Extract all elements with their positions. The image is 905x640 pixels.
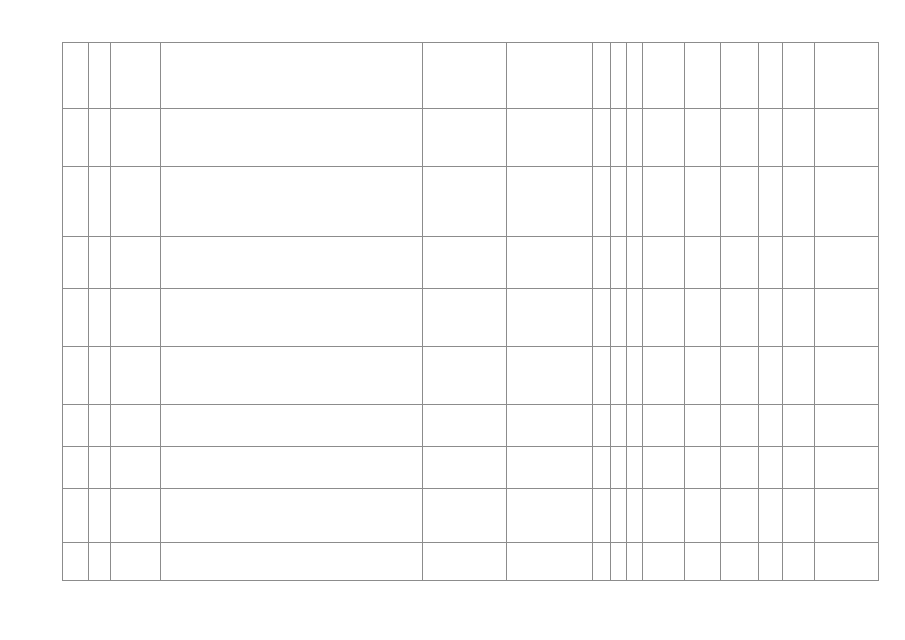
row-basis-cell	[721, 289, 759, 347]
row-date-cell	[783, 447, 815, 489]
row-details-b-cell	[507, 543, 593, 581]
row-subnumber-cell	[89, 109, 111, 167]
row-value-3-cell	[627, 347, 643, 405]
row-subnumber-cell	[89, 289, 111, 347]
row-details-b-cell	[507, 109, 593, 167]
row-name-cell	[111, 167, 161, 237]
row-count-cell	[759, 405, 783, 447]
row-number-cell	[63, 237, 89, 289]
row-organization-cell	[815, 405, 879, 447]
row-basis-cell	[721, 43, 759, 109]
row-type-cell	[685, 489, 721, 543]
row-date-cell	[783, 289, 815, 347]
row-details-b-cell	[507, 167, 593, 237]
row-description-cell	[161, 347, 423, 405]
row-number-cell	[63, 489, 89, 543]
row-basis-cell	[721, 489, 759, 543]
row-organization-cell	[815, 347, 879, 405]
row-name-cell	[111, 43, 161, 109]
row-date-cell	[783, 347, 815, 405]
row-organization-cell	[815, 447, 879, 489]
row-details-a-cell	[423, 237, 507, 289]
row-value-1-cell	[593, 109, 611, 167]
row-type-cell	[685, 109, 721, 167]
row-value-1-cell	[593, 447, 611, 489]
row-value-2-cell	[611, 447, 627, 489]
row-organization-cell	[815, 109, 879, 167]
row-number-cell	[63, 167, 89, 237]
row-type-cell	[685, 167, 721, 237]
row-description-cell	[161, 489, 423, 543]
row-value-1-cell	[593, 489, 611, 543]
row-description-cell	[161, 447, 423, 489]
row-count-cell	[759, 289, 783, 347]
row-organization-cell	[815, 543, 879, 581]
row-count-cell	[759, 167, 783, 237]
row-value-1-cell	[593, 289, 611, 347]
row-value-1-cell	[593, 167, 611, 237]
row-value-2-cell	[611, 43, 627, 109]
row-value-2-cell	[611, 109, 627, 167]
row-type-cell	[685, 43, 721, 109]
row-status-cell	[643, 347, 685, 405]
row-date-cell	[783, 43, 815, 109]
row-description-cell	[161, 167, 423, 237]
row-name-cell	[111, 109, 161, 167]
row-type-cell	[685, 543, 721, 581]
row-subnumber-cell	[89, 489, 111, 543]
row-details-a-cell	[423, 109, 507, 167]
row-description-cell	[161, 43, 423, 109]
row-count-cell	[759, 447, 783, 489]
row-status-cell	[643, 167, 685, 237]
row-name-cell	[111, 237, 161, 289]
row-value-2-cell	[611, 405, 627, 447]
row-description-cell	[161, 289, 423, 347]
row-subnumber-cell	[89, 43, 111, 109]
records-table	[62, 42, 879, 581]
row-number-cell	[63, 405, 89, 447]
row-details-b-cell	[507, 347, 593, 405]
row-status-cell	[643, 109, 685, 167]
row-count-cell	[759, 489, 783, 543]
row-value-1-cell	[593, 237, 611, 289]
table-row	[63, 237, 879, 289]
row-organization-cell	[815, 167, 879, 237]
row-details-a-cell	[423, 43, 507, 109]
row-description-cell	[161, 405, 423, 447]
row-number-cell	[63, 447, 89, 489]
row-value-1-cell	[593, 543, 611, 581]
row-number-cell	[63, 347, 89, 405]
table-row	[63, 405, 879, 447]
row-subnumber-cell	[89, 543, 111, 581]
row-name-cell	[111, 543, 161, 581]
row-basis-cell	[721, 167, 759, 237]
table-row	[63, 167, 879, 237]
row-value-1-cell	[593, 43, 611, 109]
row-type-cell	[685, 347, 721, 405]
row-details-b-cell	[507, 289, 593, 347]
row-value-3-cell	[627, 447, 643, 489]
table-row	[63, 43, 879, 109]
row-subnumber-cell	[89, 167, 111, 237]
row-status-cell	[643, 489, 685, 543]
row-details-b-cell	[507, 489, 593, 543]
row-status-cell	[643, 237, 685, 289]
row-count-cell	[759, 237, 783, 289]
row-details-a-cell	[423, 347, 507, 405]
row-value-2-cell	[611, 489, 627, 543]
row-details-a-cell	[423, 543, 507, 581]
row-value-2-cell	[611, 167, 627, 237]
row-value-3-cell	[627, 43, 643, 109]
row-value-3-cell	[627, 237, 643, 289]
row-name-cell	[111, 405, 161, 447]
row-name-cell	[111, 289, 161, 347]
row-organization-cell	[815, 237, 879, 289]
row-status-cell	[643, 543, 685, 581]
table-row	[63, 447, 879, 489]
row-count-cell	[759, 543, 783, 581]
table-row	[63, 543, 879, 581]
row-organization-cell	[815, 289, 879, 347]
row-details-b-cell	[507, 447, 593, 489]
row-number-cell	[63, 43, 89, 109]
row-value-2-cell	[611, 543, 627, 581]
row-number-cell	[63, 543, 89, 581]
row-value-1-cell	[593, 405, 611, 447]
table-row	[63, 489, 879, 543]
row-value-3-cell	[627, 109, 643, 167]
row-organization-cell	[815, 489, 879, 543]
row-count-cell	[759, 109, 783, 167]
row-value-2-cell	[611, 289, 627, 347]
row-basis-cell	[721, 405, 759, 447]
row-type-cell	[685, 289, 721, 347]
row-date-cell	[783, 167, 815, 237]
row-value-3-cell	[627, 543, 643, 581]
row-details-b-cell	[507, 237, 593, 289]
row-type-cell	[685, 405, 721, 447]
row-value-1-cell	[593, 347, 611, 405]
row-subnumber-cell	[89, 347, 111, 405]
table-row	[63, 289, 879, 347]
row-details-a-cell	[423, 447, 507, 489]
row-status-cell	[643, 43, 685, 109]
row-subnumber-cell	[89, 405, 111, 447]
row-description-cell	[161, 109, 423, 167]
row-number-cell	[63, 109, 89, 167]
row-details-a-cell	[423, 167, 507, 237]
row-details-a-cell	[423, 405, 507, 447]
table-row	[63, 347, 879, 405]
row-value-2-cell	[611, 237, 627, 289]
row-basis-cell	[721, 543, 759, 581]
row-name-cell	[111, 447, 161, 489]
row-type-cell	[685, 447, 721, 489]
row-status-cell	[643, 405, 685, 447]
row-count-cell	[759, 347, 783, 405]
row-type-cell	[685, 237, 721, 289]
row-basis-cell	[721, 447, 759, 489]
row-details-a-cell	[423, 489, 507, 543]
row-status-cell	[643, 447, 685, 489]
row-date-cell	[783, 405, 815, 447]
row-date-cell	[783, 109, 815, 167]
row-status-cell	[643, 289, 685, 347]
row-description-cell	[161, 543, 423, 581]
row-basis-cell	[721, 237, 759, 289]
row-subnumber-cell	[89, 447, 111, 489]
row-details-b-cell	[507, 43, 593, 109]
row-subnumber-cell	[89, 237, 111, 289]
row-number-cell	[63, 289, 89, 347]
row-date-cell	[783, 543, 815, 581]
row-details-b-cell	[507, 405, 593, 447]
row-basis-cell	[721, 109, 759, 167]
row-details-a-cell	[423, 289, 507, 347]
row-count-cell	[759, 43, 783, 109]
row-name-cell	[111, 489, 161, 543]
row-name-cell	[111, 347, 161, 405]
row-description-cell	[161, 237, 423, 289]
row-organization-cell	[815, 43, 879, 109]
row-value-3-cell	[627, 167, 643, 237]
row-date-cell	[783, 489, 815, 543]
row-basis-cell	[721, 347, 759, 405]
row-value-3-cell	[627, 489, 643, 543]
row-date-cell	[783, 237, 815, 289]
row-value-2-cell	[611, 347, 627, 405]
row-value-3-cell	[627, 289, 643, 347]
row-value-3-cell	[627, 405, 643, 447]
table-row	[63, 109, 879, 167]
